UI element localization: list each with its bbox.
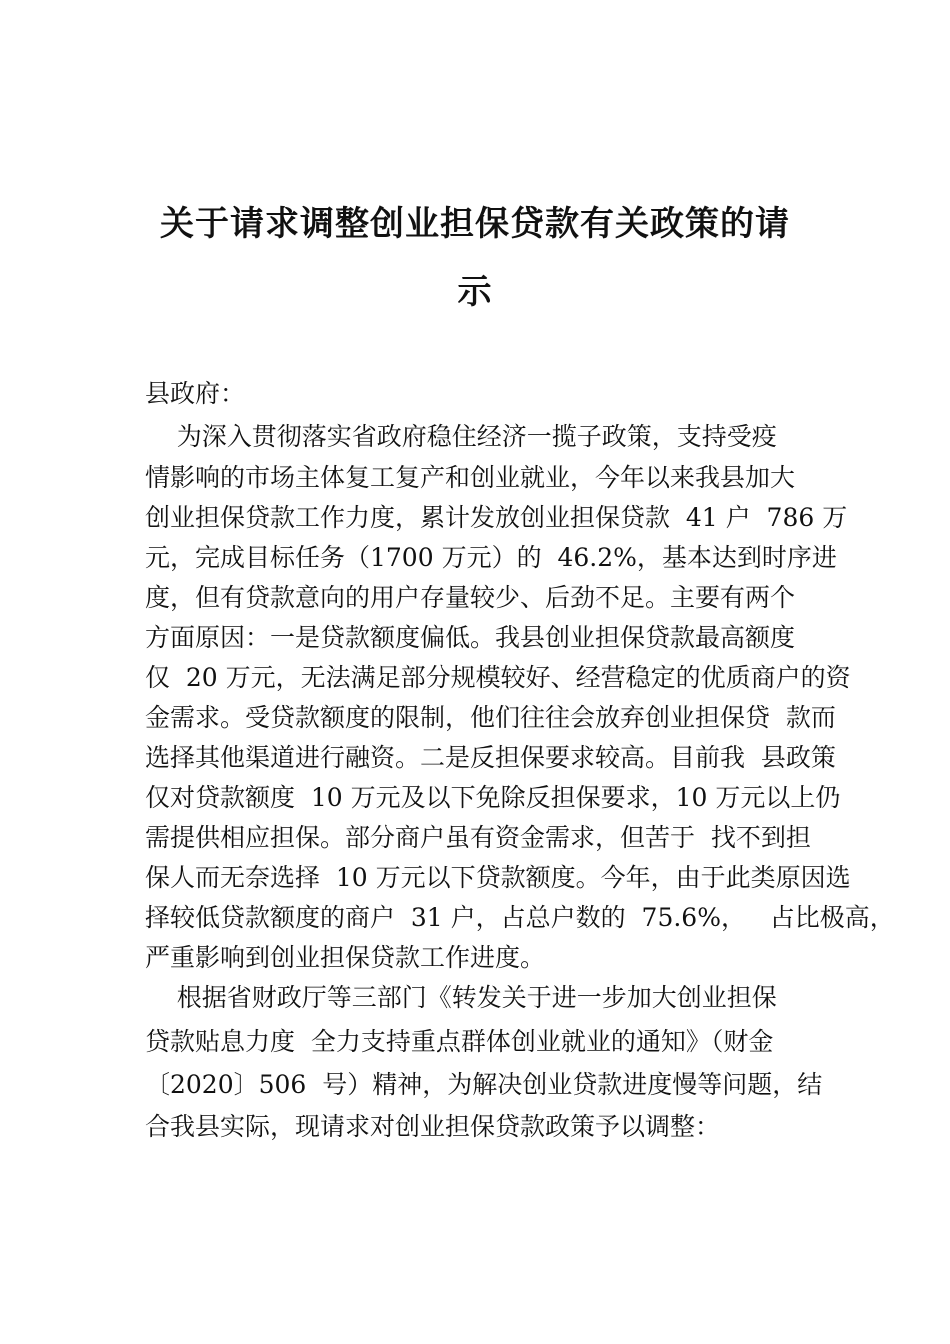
body-line: 贷款贴息力度 全力支持重点群体创业就业的通知》（财金 [145, 1027, 774, 1056]
body-line: 度，但有贷款意向的用户存量较少、后劲不足。主要有两个 [145, 583, 796, 612]
body-line: 情影响的市场主体复工复产和创业就业，今年以来我县加大 [145, 463, 796, 492]
body-line: 需提供相应担保。部分商户虽有资金需求，但苦于 找不到担 [145, 823, 811, 852]
body-line: 严重影响到创业担保贷款工作进度。 [145, 943, 546, 972]
body-line: 金需求。受贷款额度的限制，他们往往会放弃创业担保贷 款而 [145, 703, 836, 732]
body-line: 〔2020〕506 号）精神，为解决创业贷款进度慢等问题，结 [145, 1070, 823, 1099]
document-title-line-2: 示 [457, 272, 493, 312]
body-line: 方面原因：一是贷款额度偏低。我县创业担保贷款最高额度 [145, 623, 796, 652]
body-line: 元，完成目标任务（1700 万元）的 46.2%，基本达到时序进 [145, 543, 837, 572]
body-line: 合我县实际，现请求对创业担保贷款政策予以调整： [145, 1112, 721, 1141]
body-line: 根据省财政厅等三部门《转发关于进一步加大创业担保 [145, 983, 777, 1012]
body-line: 择较低贷款额度的商户 31 户，占总户数的 75.6%， 占比极高， [145, 903, 895, 932]
body-line: 仅 20 万元，无法满足部分规模较好、经营稳定的优质商户的资 [145, 663, 851, 692]
body-line: 选择其他渠道进行融资。二是反担保要求较高。目前我 县政策 [145, 743, 836, 772]
body-line: 为深入贯彻落实省政府稳住经济一揽子政策，支持受疫 [145, 422, 777, 451]
body-line: 创业担保贷款工作力度，累计发放创业担保贷款 41 户 786 万 [145, 503, 848, 532]
body-line: 保人而无奈选择 10 万元以下贷款额度。今年，由于此类原因选 [145, 863, 851, 892]
body-line: 仅对贷款额度 10 万元及以下免除反担保要求，10 万元以上仍 [145, 783, 841, 812]
salutation: 县政府： [145, 379, 246, 408]
document-title-line-1: 关于请求调整创业担保贷款有关政策的请 [160, 204, 790, 244]
